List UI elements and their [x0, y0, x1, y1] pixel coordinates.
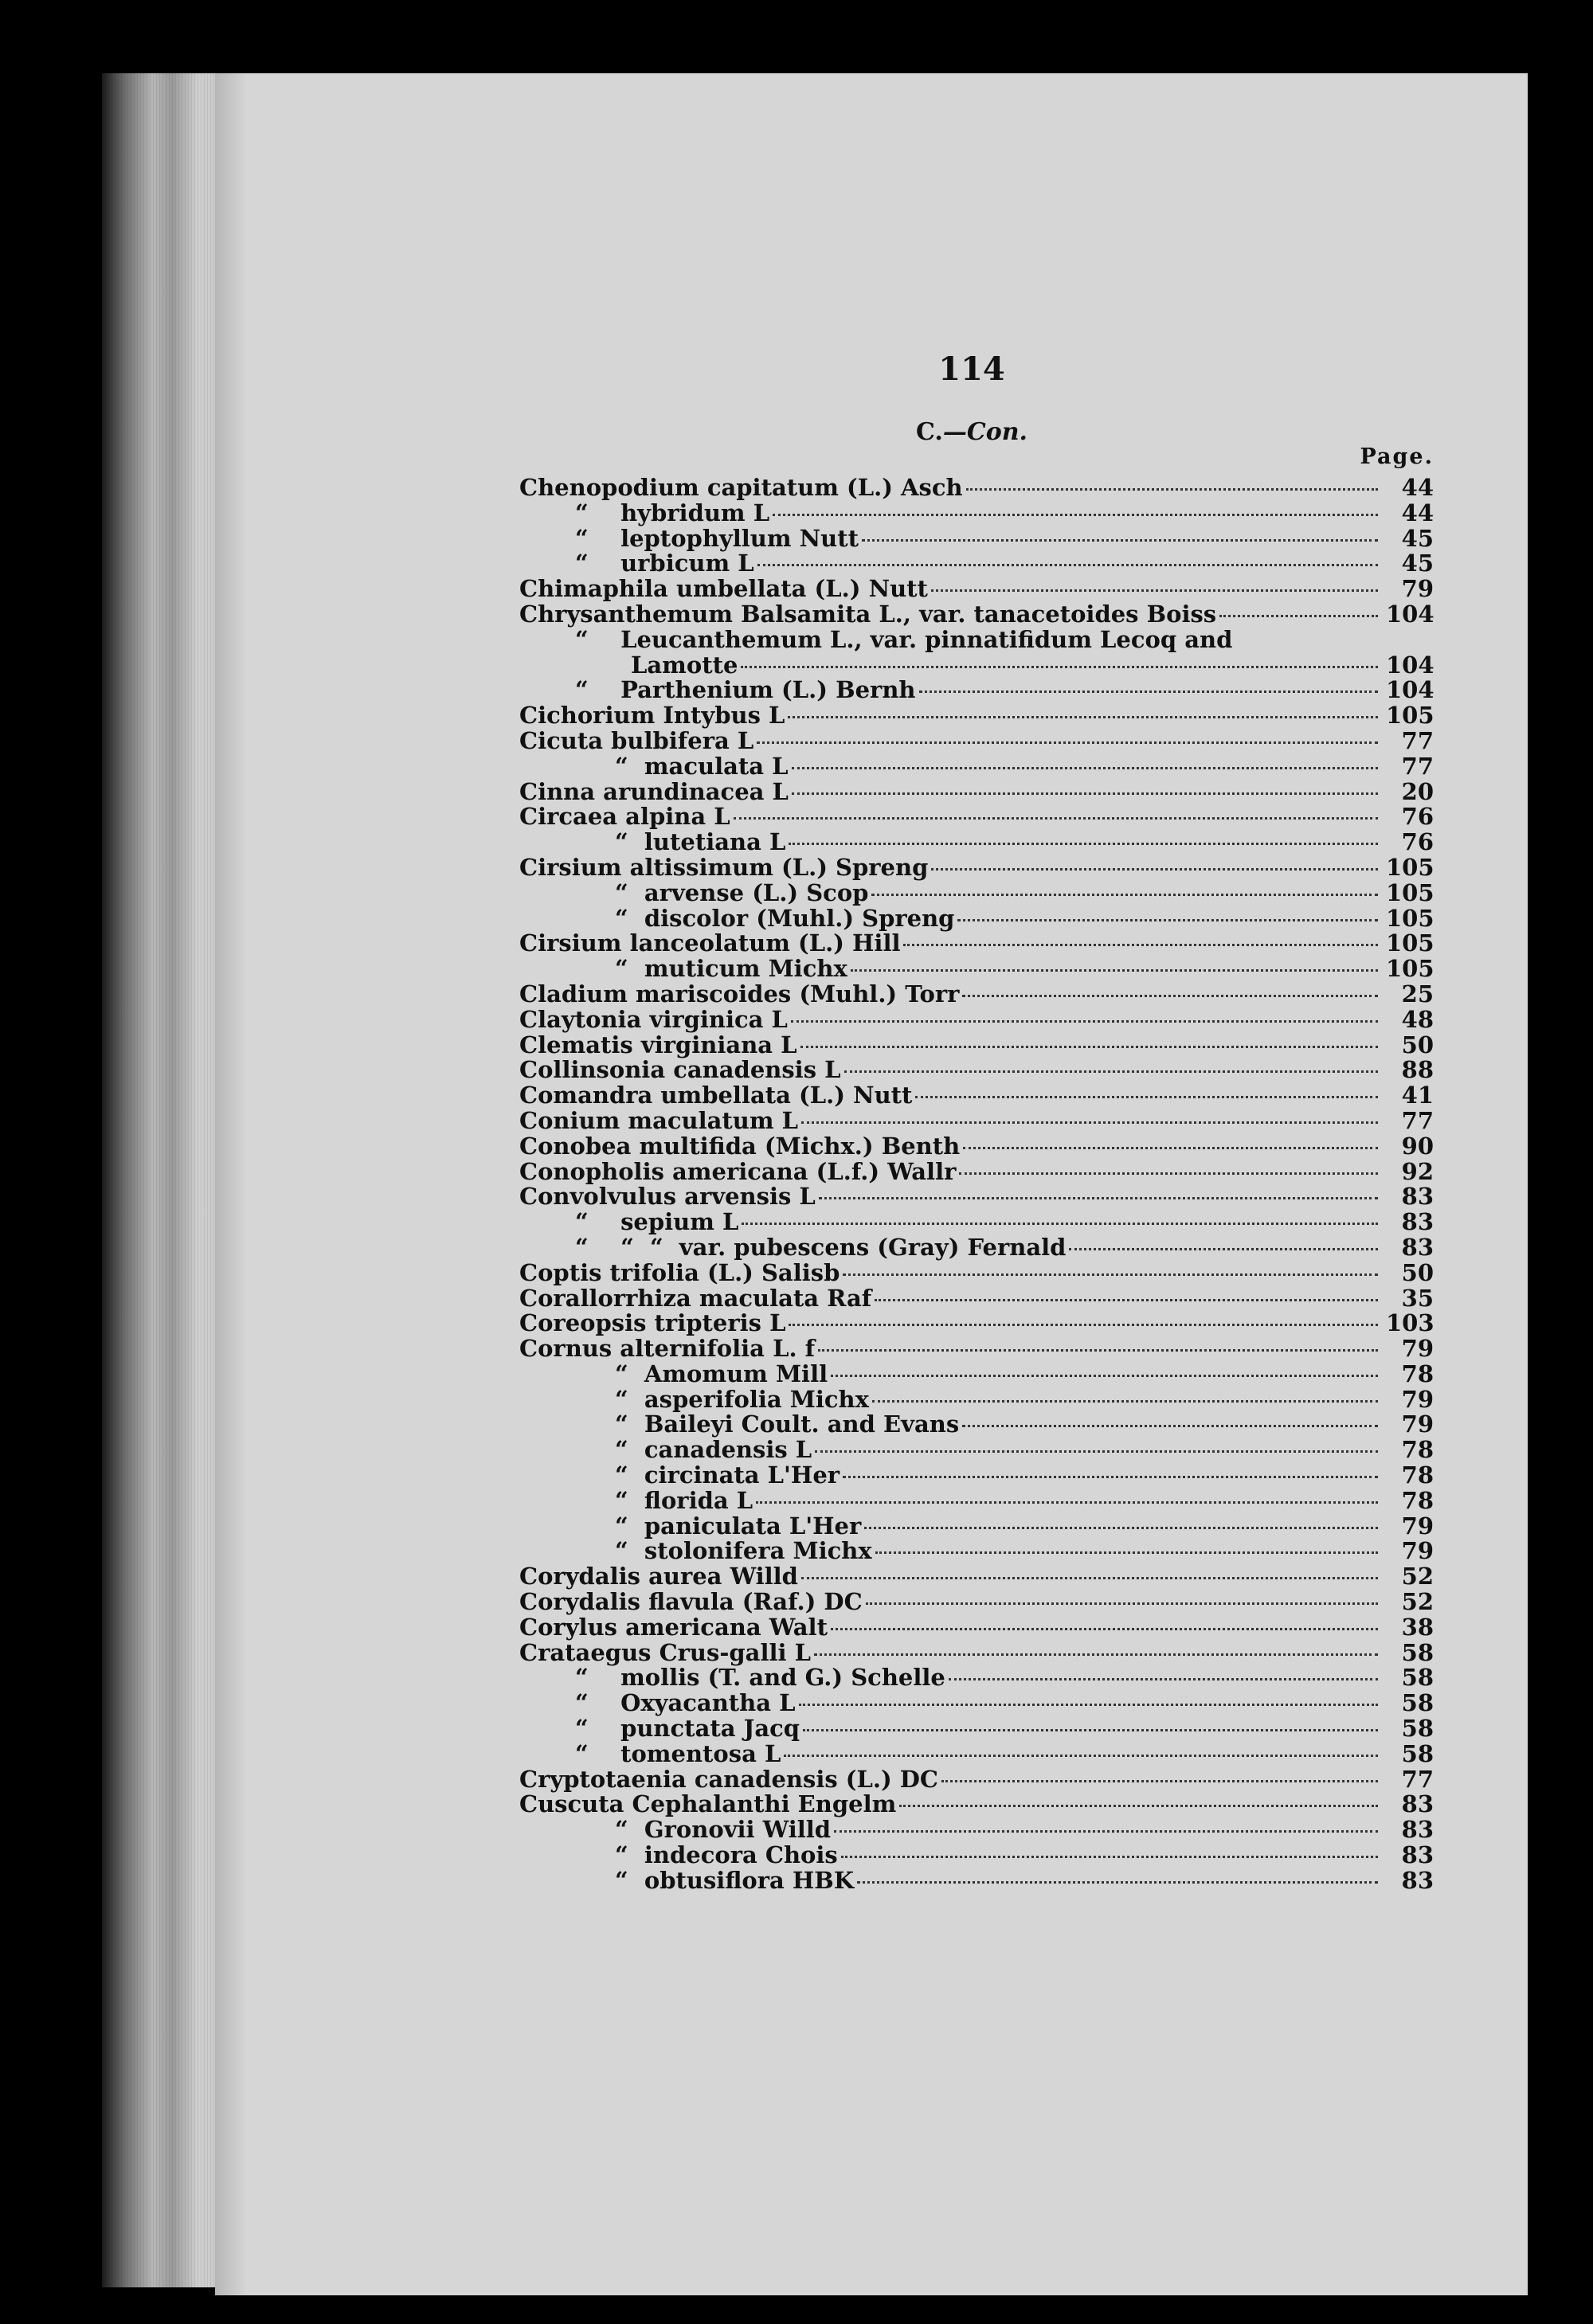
dot-leader	[792, 767, 1378, 769]
index-entry-name: “ urbicum L	[575, 550, 754, 577]
index-entry-page: 58	[1401, 1664, 1434, 1692]
dot-leader	[792, 792, 1378, 795]
dot-leader	[800, 1046, 1378, 1048]
index-entry	[519, 1868, 1434, 1894]
dot-leader	[857, 1881, 1378, 1884]
index-entry	[519, 1134, 1434, 1160]
dot-leader	[801, 1121, 1378, 1124]
dot-leader	[941, 1780, 1378, 1782]
dot-leader	[844, 1070, 1378, 1073]
index-entry-page: 90	[1401, 1132, 1434, 1160]
index-entry	[519, 1716, 1434, 1742]
index-entry-name: Chenopodium capitatum (L.) Asch	[519, 474, 963, 501]
index-entry	[519, 703, 1434, 729]
dot-leader	[919, 691, 1379, 693]
index-entry-name: Conobea multifida (Michx.) Benth	[519, 1132, 961, 1160]
index-entry	[519, 1739, 1434, 1767]
index-entry-page: 58	[1401, 1715, 1434, 1743]
index-entry	[519, 1007, 1434, 1033]
dot-leader	[871, 894, 1378, 896]
index-entry-page: 35	[1401, 1284, 1434, 1312]
index-entry-page: 79	[1401, 1537, 1434, 1565]
index-entry-name: Claytonia virginica L	[519, 1005, 788, 1033]
index-entry-page: 83	[1401, 1233, 1434, 1261]
index-entry-page: 105	[1386, 904, 1434, 932]
index-entry	[519, 1362, 1434, 1387]
index-entry-page: 77	[1401, 1765, 1434, 1793]
index-entry-page: 44	[1401, 499, 1434, 526]
index-entry-name: Chrysanthemum Balsamita L., var. tanacetoides Boiss	[519, 600, 1217, 628]
index-entry-page: 79	[1401, 575, 1434, 603]
dot-leader	[957, 919, 1378, 921]
dot-leader	[875, 1299, 1378, 1301]
index-entry	[519, 1615, 1434, 1641]
index-entry-name: “ Leucanthemum L., var. pinnatifidum Lecoq and	[575, 625, 1233, 653]
index-list	[519, 475, 1434, 1894]
index-entry-page: 76	[1401, 828, 1434, 856]
index-entry-page: 104	[1386, 676, 1434, 704]
dot-leader	[875, 1551, 1378, 1554]
index-entry-name: Cirsium altissimum (L.) Spreng	[519, 853, 929, 881]
dot-leader	[784, 1755, 1378, 1757]
index-entry-page: 92	[1401, 1157, 1434, 1185]
index-entry-page: 105	[1386, 929, 1434, 957]
index-entry	[519, 1539, 1434, 1564]
index-entry-page: 83	[1401, 1841, 1434, 1869]
index-entry	[519, 1106, 1434, 1134]
index-entry	[519, 957, 1434, 982]
index-entry-name: “ tomentosa L	[575, 1739, 781, 1767]
index-entry-page: 58	[1401, 1689, 1434, 1717]
index-entry-name: Convolvulus arvensis L	[519, 1183, 816, 1211]
dot-leader	[841, 1856, 1378, 1858]
index-entry	[519, 577, 1434, 602]
index-entry-name: Cladium mariscoides (Muhl.) Torr	[519, 980, 960, 1007]
index-entry-name: Clematis virginiana L	[519, 1031, 797, 1058]
index-entry-page: 79	[1401, 1410, 1434, 1438]
index-entry-name: Chimaphila umbellata (L.) Nutt	[519, 575, 928, 603]
index-entry-name: “ stolonifera Michx	[615, 1537, 872, 1565]
index-entry	[519, 1817, 1434, 1843]
index-entry-name: Corydalis aurea Willd	[519, 1563, 798, 1590]
index-entry-name: Crataegus Crus-galli L	[519, 1638, 811, 1666]
index-entry	[519, 726, 1434, 754]
index-entry-page: 105	[1386, 702, 1434, 730]
dot-leader	[931, 868, 1378, 871]
dot-leader	[757, 741, 1378, 744]
dot-leader	[741, 666, 1378, 668]
index-entry	[519, 625, 1434, 653]
index-entry	[519, 1286, 1434, 1312]
dot-leader	[962, 995, 1378, 997]
page-column-header: Page.	[1360, 444, 1434, 469]
index-entry-name: “ asperifolia Michx	[615, 1385, 869, 1413]
index-entry-name: Cryptotaenia canadensis (L.) DC	[519, 1765, 939, 1793]
index-entry-page: 88	[1401, 1056, 1434, 1084]
index-entry	[519, 1235, 1434, 1261]
index-entry-name: Comandra umbellata (L.) Nutt	[519, 1082, 913, 1109]
index-entry	[519, 1590, 1434, 1615]
index-entry-page: 104	[1386, 651, 1434, 679]
index-entry-page: 78	[1401, 1436, 1434, 1464]
index-entry-name: “ Baileyi Coult. and Evans	[615, 1410, 960, 1438]
index-entry-name: Corylus americana Walt	[519, 1613, 828, 1641]
index-entry-page: 50	[1401, 1258, 1434, 1286]
index-entry-page: 104	[1386, 600, 1434, 628]
dot-leader	[866, 1602, 1378, 1605]
index-entry-page: 105	[1386, 853, 1434, 881]
index-entry	[519, 1438, 1434, 1463]
index-entry	[519, 1387, 1434, 1413]
index-entry-page: 45	[1401, 550, 1434, 577]
index-entry-name: Conopholis americana (L.f.) Wallr	[519, 1157, 957, 1185]
index-entry-page: 44	[1401, 474, 1434, 501]
index-entry-name: “ lutetiana L	[615, 828, 786, 856]
dot-leader	[756, 1501, 1378, 1504]
page-number: 114	[938, 350, 1005, 388]
index-entry-page: 83	[1401, 1816, 1434, 1844]
index-entry	[519, 1843, 1434, 1868]
index-entry	[519, 1564, 1434, 1590]
index-entry-page: 83	[1401, 1790, 1434, 1818]
dot-leader	[899, 1805, 1378, 1807]
index-entry-page: 48	[1401, 1005, 1434, 1033]
dot-leader	[819, 1197, 1378, 1199]
index-entry-page: 58	[1401, 1638, 1434, 1666]
index-entry	[519, 804, 1434, 830]
index-entry	[519, 1210, 1434, 1235]
index-entry	[519, 1058, 1434, 1083]
index-entry-name: “ canadensis L	[615, 1436, 812, 1464]
index-entry-name: Cuscuta Cephalanthi Engelm	[519, 1790, 897, 1818]
index-entry	[519, 501, 1434, 526]
index-entry-name: “ Gronovii Willd	[615, 1816, 832, 1844]
index-entry-name: “ mollis (T. and G.) Schelle	[575, 1664, 945, 1692]
dot-leader	[843, 1274, 1378, 1276]
index-entry	[519, 1665, 1434, 1691]
index-entry	[519, 1157, 1434, 1185]
index-entry-name: Corydalis flavula (Raf.) DC	[519, 1588, 863, 1616]
index-entry-name: “ paniculata L'Her	[615, 1512, 862, 1540]
dot-leader	[788, 716, 1378, 718]
dot-leader	[742, 1223, 1378, 1225]
index-entry	[519, 1638, 1434, 1666]
index-entry-name: Corallorrhiza maculata Raf	[519, 1284, 872, 1312]
index-entry-name: “ indecora Chois	[615, 1841, 838, 1869]
index-entry-name: “ sepium L	[575, 1208, 739, 1236]
index-entry-page: 52	[1401, 1588, 1434, 1616]
index-entry	[519, 1463, 1434, 1489]
index-entry	[519, 754, 1434, 780]
section-continued: —Con.	[942, 418, 1027, 446]
dot-leader	[773, 514, 1378, 516]
dot-leader	[864, 1527, 1378, 1529]
dot-leader	[815, 1450, 1378, 1453]
index-entry	[519, 1767, 1434, 1793]
index-entry	[519, 1691, 1434, 1716]
index-entry-page: 79	[1401, 1385, 1434, 1413]
index-entry-name: Cicuta bulbifera L	[519, 726, 754, 754]
dot-leader	[799, 1704, 1378, 1706]
index-entry-name: “ Oxyacantha L	[575, 1689, 796, 1717]
index-entry	[519, 830, 1434, 855]
dot-leader	[872, 1400, 1378, 1403]
spine-shadow	[215, 73, 247, 2295]
index-entry	[519, 982, 1434, 1007]
dot-leader	[734, 817, 1378, 820]
index-entry-name: “ “ “ var. pubescens (Gray) Fernald	[575, 1233, 1067, 1261]
index-entry-page: 78	[1401, 1486, 1434, 1514]
dot-leader	[1219, 615, 1378, 617]
dot-leader	[962, 1425, 1378, 1427]
index-entry	[519, 1412, 1434, 1438]
index-entry-page: 50	[1401, 1031, 1434, 1058]
index-entry-page: 79	[1401, 1512, 1434, 1540]
dot-leader	[862, 539, 1378, 542]
index-entry-page: 83	[1401, 1866, 1434, 1894]
index-entry-page: 105	[1386, 955, 1434, 983]
dot-leader	[818, 1349, 1378, 1352]
index-entry-name: Cichorium Intybus L	[519, 702, 785, 730]
index-entry	[519, 526, 1434, 552]
index-entry	[519, 602, 1434, 628]
index-entry	[519, 1258, 1434, 1286]
index-entry-page: 79	[1401, 1335, 1434, 1363]
index-entry-page: 58	[1401, 1739, 1434, 1767]
dot-leader	[1069, 1248, 1378, 1250]
index-entry-page: 77	[1401, 752, 1434, 780]
index-entry-name: Collinsonia canadensis L	[519, 1056, 841, 1084]
index-entry-page: 78	[1401, 1360, 1434, 1387]
section-heading	[876, 418, 1067, 446]
dot-leader	[814, 1653, 1378, 1656]
index-entry-page: 78	[1401, 1461, 1434, 1489]
dot-leader	[843, 1476, 1378, 1478]
index-entry	[519, 878, 1434, 906]
index-entry-name: Circaea alpina L	[519, 803, 730, 831]
dot-leader	[834, 1830, 1378, 1833]
index-entry	[519, 475, 1434, 501]
index-entry-name: Cinna arundinacea L	[519, 777, 789, 805]
index-entry-page: 103	[1386, 1309, 1434, 1337]
index-entry	[519, 777, 1434, 805]
dot-leader	[803, 1729, 1378, 1731]
dot-leader	[915, 1096, 1378, 1098]
index-entry-name: Cornus alternifolia L. f	[519, 1335, 816, 1363]
index-entry-name: “ florida L	[615, 1486, 753, 1514]
index-entry-name: Cirsium lanceolatum (L.) Hill	[519, 929, 901, 957]
index-entry	[519, 1792, 1434, 1817]
index-entry-page: 105	[1386, 878, 1434, 906]
index-entry-name: “ Amomum Mill	[615, 1360, 828, 1387]
index-entry-name: Lamotte	[631, 651, 738, 679]
index-entry-page: 77	[1401, 1106, 1434, 1134]
dot-leader	[789, 1324, 1378, 1326]
index-entry	[519, 1336, 1434, 1362]
dot-leader	[963, 1147, 1378, 1149]
index-entry	[519, 1083, 1434, 1109]
index-entry-page: 77	[1401, 726, 1434, 754]
index-entry	[519, 1486, 1434, 1514]
index-entry-name: “ Parthenium (L.) Bernh	[575, 676, 916, 704]
index-entry-page: 25	[1401, 980, 1434, 1007]
index-entry	[519, 1311, 1434, 1336]
index-entry	[519, 855, 1434, 881]
index-entry-name: Coreopsis tripteris L	[519, 1309, 786, 1337]
index-entry-name: “ obtusiflora HBK	[615, 1866, 855, 1894]
index-entry	[519, 653, 1434, 679]
dot-leader	[966, 488, 1378, 491]
section-letter: C.	[916, 418, 943, 446]
index-entry-page: 83	[1401, 1183, 1434, 1211]
index-entry-name: “ arvense (L.) Scop	[615, 878, 869, 906]
index-entry-page: 45	[1401, 524, 1434, 552]
index-entry-name: “ leptophyllum Nutt	[575, 524, 859, 552]
dot-leader	[789, 843, 1378, 845]
dot-leader	[757, 564, 1378, 566]
dot-leader	[831, 1628, 1378, 1630]
index-entry-page: 20	[1401, 777, 1434, 805]
index-entry-name: Coptis trifolia (L.) Salisb	[519, 1258, 840, 1286]
index-entry-page: 83	[1401, 1208, 1434, 1236]
index-entry-name: “ circinata L'Her	[615, 1461, 840, 1489]
index-entry-page: 38	[1401, 1613, 1434, 1641]
index-entry-page: 52	[1401, 1563, 1434, 1590]
dot-leader	[801, 1577, 1378, 1579]
index-entry	[519, 1514, 1434, 1540]
index-entry-name: “ punctata Jacq	[575, 1715, 800, 1743]
index-entry-name: “ maculata L	[615, 752, 789, 780]
index-entry-name: “ hybridum L	[575, 499, 770, 526]
index-entry-name: “ muticum Michx	[615, 955, 847, 983]
dot-leader	[791, 1020, 1378, 1023]
index-entry-name: Conium maculatum L	[519, 1106, 799, 1134]
index-entry	[519, 906, 1434, 932]
index-entry	[519, 678, 1434, 703]
index-entry-page: 76	[1401, 803, 1434, 831]
dot-leader	[931, 589, 1378, 592]
index-entry	[519, 1184, 1434, 1210]
index-entry-name: “ discolor (Muhl.) Spreng	[615, 904, 955, 932]
index-entry	[519, 551, 1434, 577]
page-stack-edge	[102, 73, 229, 2287]
dot-leader	[949, 1678, 1378, 1680]
dot-leader	[959, 1172, 1378, 1175]
dot-leader	[903, 944, 1378, 946]
index-entry	[519, 931, 1434, 957]
dot-leader	[851, 969, 1378, 972]
index-entry-page: 41	[1401, 1082, 1434, 1109]
dot-leader	[831, 1375, 1378, 1377]
index-entry	[519, 1033, 1434, 1058]
